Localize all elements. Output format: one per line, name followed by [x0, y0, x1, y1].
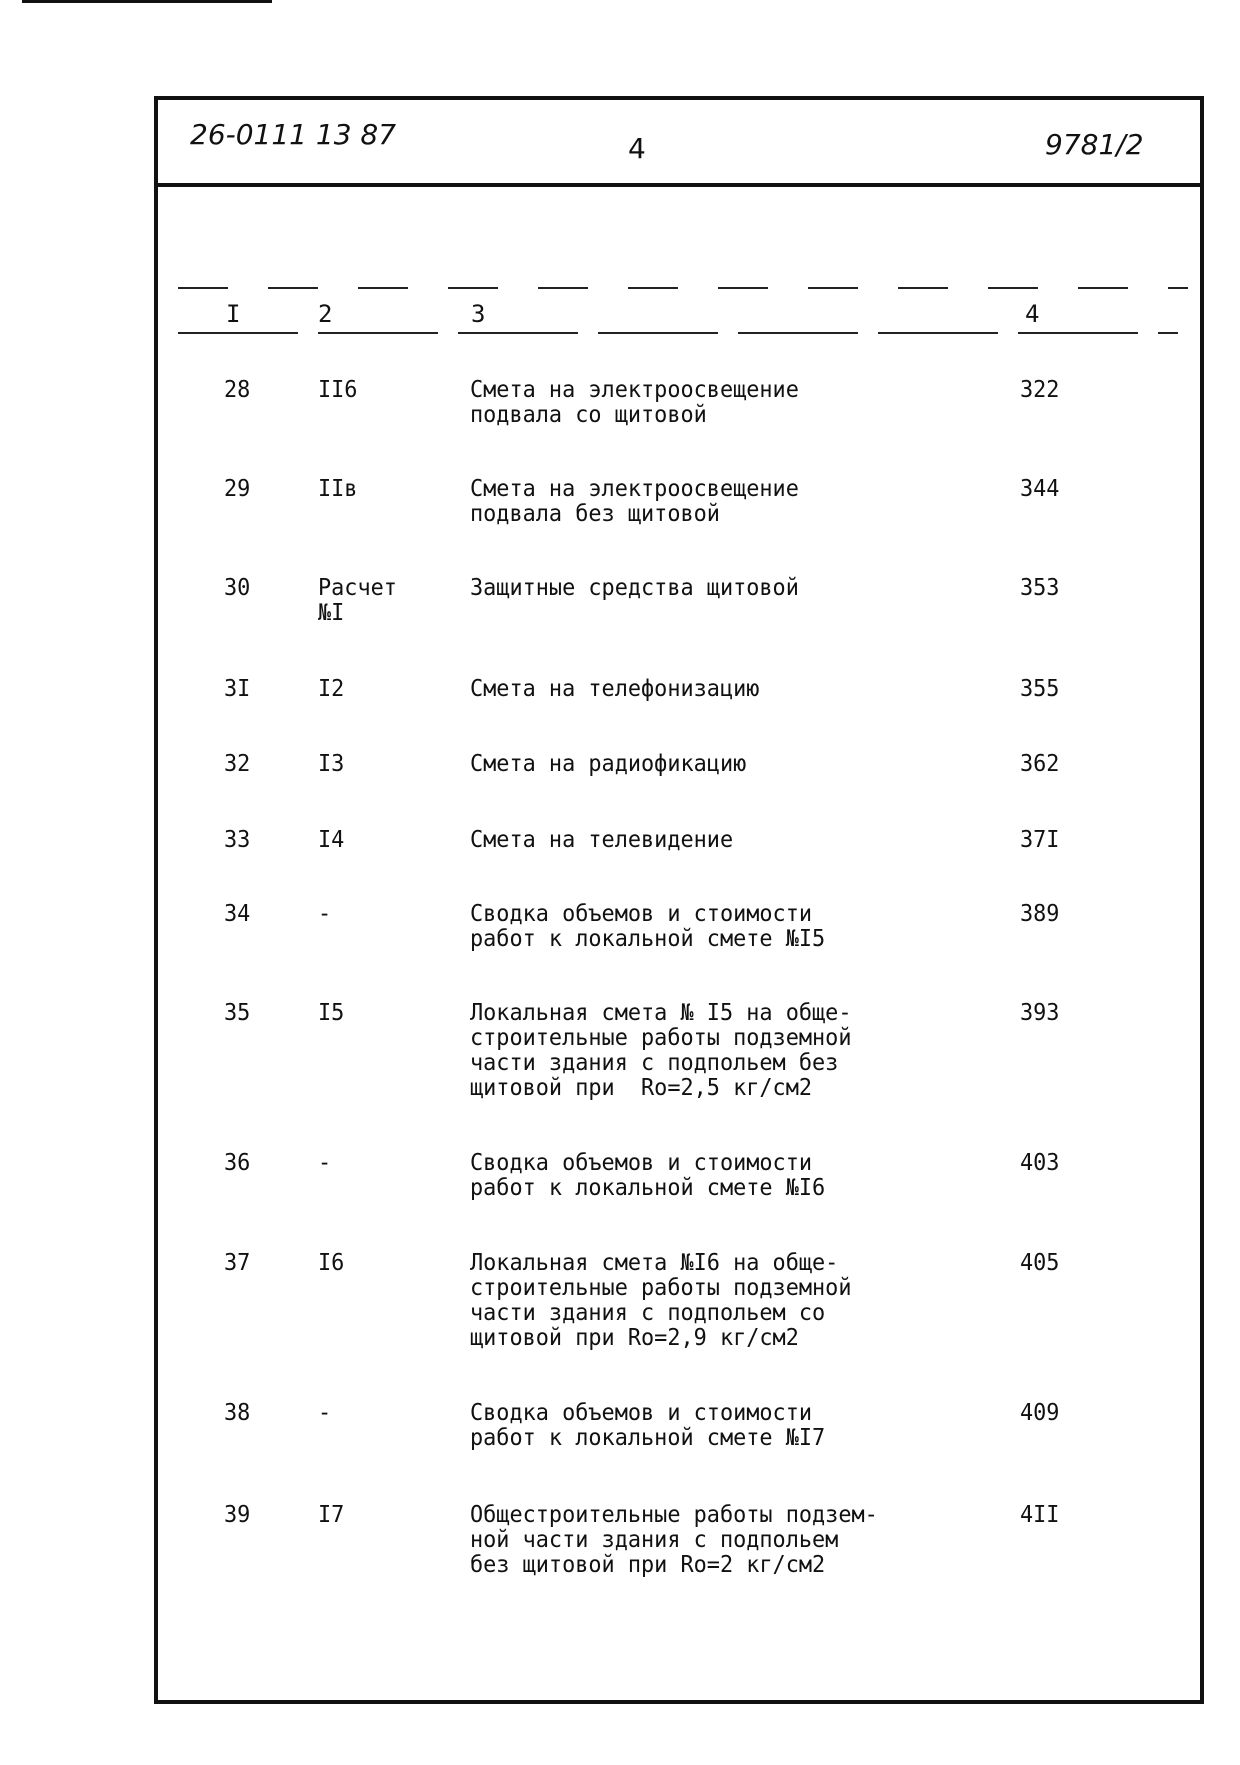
row-number: 34 — [224, 901, 251, 927]
row-title: Защитные средства щитовой — [470, 575, 799, 601]
table-top-rule — [178, 287, 1188, 289]
row-code: I3 — [318, 751, 345, 777]
row-code: I4 — [318, 827, 345, 853]
column-header-3: 3 — [471, 300, 486, 328]
row-page: 353 — [1020, 575, 1060, 601]
header-archive-number: 9781/2 — [1045, 128, 1144, 161]
row-page: 322 — [1020, 377, 1060, 403]
row-number: 30 — [224, 575, 251, 601]
row-number: 38 — [224, 1400, 251, 1426]
header-divider — [154, 183, 1204, 187]
row-page: 4II — [1020, 1502, 1060, 1528]
column-header-2: 2 — [318, 300, 333, 328]
row-number: 33 — [224, 827, 251, 853]
row-number: 35 — [224, 1000, 251, 1026]
row-page: 362 — [1020, 751, 1060, 777]
row-page: 344 — [1020, 476, 1060, 502]
row-number: 37 — [224, 1250, 251, 1276]
row-page: 393 — [1020, 1000, 1060, 1026]
header-doc-number: 26-0111 13 87 — [190, 118, 397, 151]
row-number: 32 — [224, 751, 251, 777]
row-code: - — [318, 1150, 332, 1176]
row-code: - — [318, 901, 332, 927]
page-frame — [154, 96, 1204, 1704]
row-title: Смета на электроосвещение подвала без щитовой — [470, 476, 799, 527]
row-number: 3I — [224, 676, 251, 702]
row-code: IIв — [318, 476, 358, 502]
row-code: I5 — [318, 1000, 345, 1026]
row-code: I2 — [318, 676, 345, 702]
row-number: 28 — [224, 377, 251, 403]
row-title: Сводка объемов и стоимости работ к локальной смете №I7 — [470, 1400, 826, 1451]
row-title: Смета на радиофикацию — [470, 751, 747, 777]
row-title: Сводка объемов и стоимости работ к локальной смете №I5 — [470, 901, 826, 952]
row-title: Общестроительные работы подзем- ной части здания с подпольем без щитовой при Ro=2 кг/см2 — [470, 1502, 878, 1578]
column-header-1: I — [226, 300, 241, 328]
row-page: 355 — [1020, 676, 1060, 702]
row-title: Локальная смета №I6 на обще- строительные работы подземной части здания с подпольем со щитовой при Ro=2,9 кг/см2 — [470, 1250, 852, 1351]
column-header-4: 4 — [1025, 300, 1040, 328]
row-number: 39 — [224, 1502, 251, 1528]
row-title: Смета на электроосвещение подвала со щитовой — [470, 377, 799, 428]
row-title: Сводка объемов и стоимости работ к локальной смете №I6 — [470, 1150, 826, 1201]
row-title: Смета на телефонизацию — [470, 676, 760, 702]
row-number: 29 — [224, 476, 251, 502]
table-header-rule — [178, 332, 1178, 334]
header-page-number: 4 — [628, 132, 646, 165]
row-code: I6 — [318, 1250, 345, 1276]
row-title: Локальная смета № I5 на обще- строительные работы подземной части здания с подпольем без щитовой при Ro=2,5 кг/см2 — [470, 1000, 852, 1101]
row-page: 403 — [1020, 1150, 1060, 1176]
row-code: - — [318, 1400, 332, 1426]
row-page: 405 — [1020, 1250, 1060, 1276]
row-code: I7 — [318, 1502, 345, 1528]
row-page: 389 — [1020, 901, 1060, 927]
row-page: 409 — [1020, 1400, 1060, 1426]
top-rule — [22, 0, 272, 3]
row-number: 36 — [224, 1150, 251, 1176]
row-code: Расчет №I — [318, 575, 397, 626]
row-title: Смета на телевидение — [470, 827, 734, 853]
row-page: 37I — [1020, 827, 1060, 853]
row-code: II6 — [318, 377, 358, 403]
